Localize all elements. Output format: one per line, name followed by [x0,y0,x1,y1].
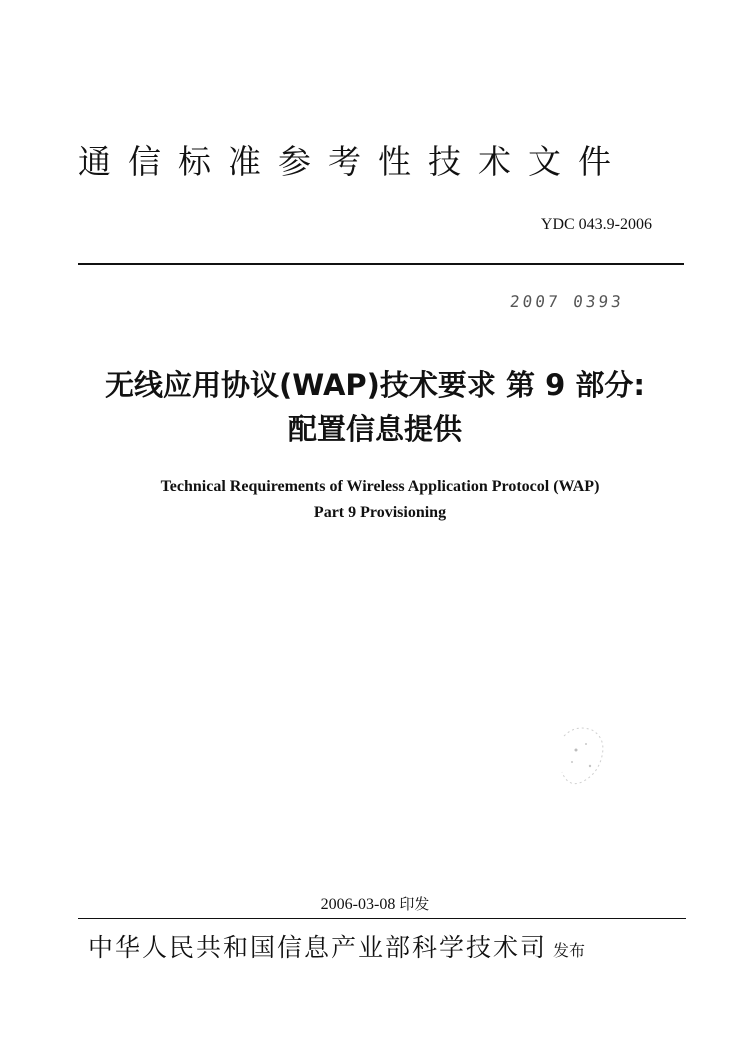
bottom-divider [78,918,686,919]
english-title-line-2: Part 9 Provisioning [313,504,447,521]
archive-stamp: 2007 0393 [509,292,625,311]
issue-date-line [0,893,750,914]
issue-word: 印发 [399,895,430,913]
english-title-line-1: Technical Requirements of Wireless Application Protocol (WAP) [160,478,600,495]
faint-scan-mark [556,722,610,792]
publish-word: 发布 [553,941,586,960]
publisher-name: 中华人民共和国信息产业部科学技术司 [88,933,548,962]
publisher-line [88,928,585,964]
top-divider [78,263,684,265]
document-number: YDC 043.9-2006 [540,216,652,233]
chinese-title-line-1: 无线应用协议(WAP)技术要求 第 9 部分: [105,368,645,402]
chinese-title-line-2: 配置信息提供 [287,412,462,446]
document-type-heading: 通信标准参考性技术文件 [78,142,628,181]
issue-date: 2006-03-08 [320,896,396,913]
